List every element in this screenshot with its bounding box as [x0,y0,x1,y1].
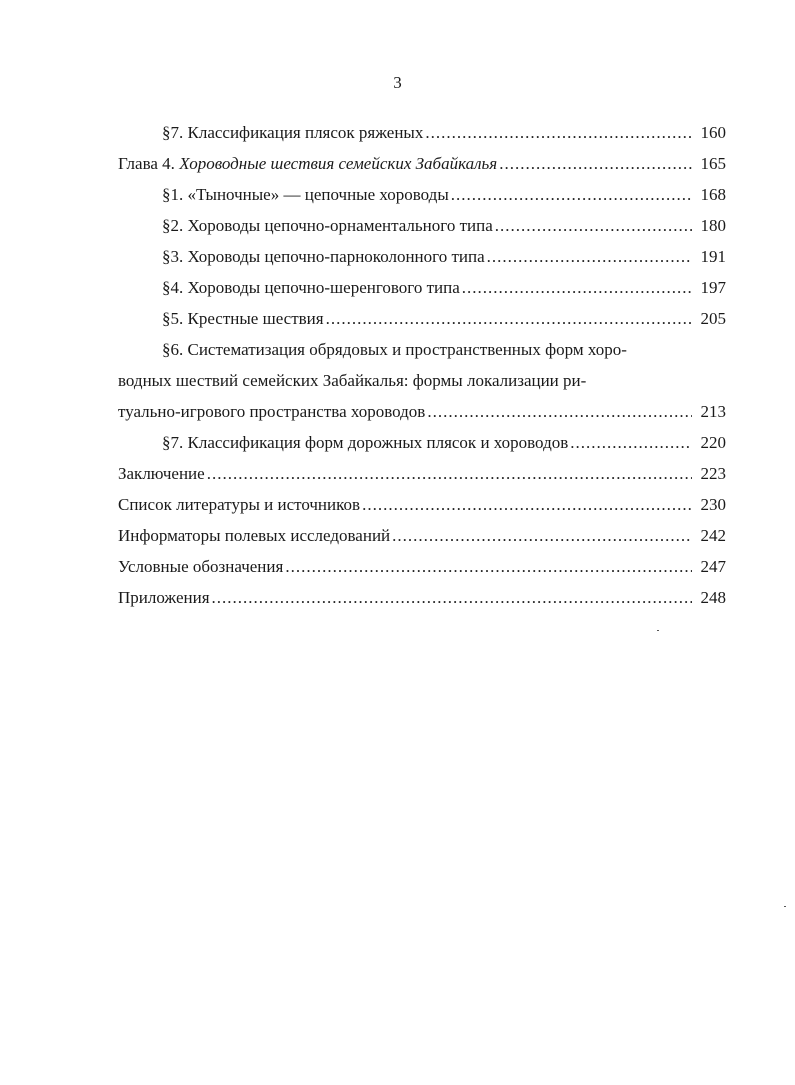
toc-entry-title: Информаторы полевых исследований [118,526,391,545]
toc-entry-page: 191 [700,247,726,266]
dot-leader [462,272,692,303]
toc-entry-page: 213 [700,402,726,421]
toc-entry-bibliography [118,489,726,520]
toc-entry-chapter-4 [118,148,726,179]
toc-entry-section-4 [162,272,726,303]
dot-leader [285,551,692,582]
toc-entry-section-7-road-dances [162,427,726,458]
dot-leader [425,117,692,148]
dot-leader [207,458,692,489]
toc-entry-title: туально-игрового пространства хороводов [118,402,426,421]
toc-entry-title [118,148,497,179]
toc-entry-section-3 [162,241,726,272]
toc-entry-legend [118,551,726,582]
toc-entry-section-6 [118,396,726,427]
scan-speck [784,906,786,907]
toc-entry-page: 247 [700,557,726,576]
toc-entry-page: 168 [700,185,726,204]
page-number: 3 [393,73,402,92]
toc-entry-title: §2. Хороводы цепочно-орнаментального типа [162,216,493,235]
toc-entry-title: Приложения [118,588,210,607]
toc-entry-page: 205 [700,309,726,328]
toc-entry-page: 180 [700,216,726,235]
dot-leader [326,303,692,334]
dot-leader [499,148,692,179]
toc-entry-title: §4. Хороводы цепочно-шеренгового типа [162,278,460,297]
toc-entry-informants [118,520,726,551]
toc-entry-page: 220 [700,433,726,452]
dot-leader [427,396,692,427]
toc-entry-page: 197 [700,278,726,297]
dot-leader [487,241,692,272]
toc-entry-title: Список литературы и источников [118,495,361,514]
toc-entry-section-6-line-1: §6. Систематизация обрядовых и пространственных форм хоро- [162,340,627,359]
dot-leader [451,179,692,210]
toc-entry-section-1 [162,179,726,210]
toc-entry-section-6-line-2: водных шествий семейских Забайкалья: формы локализации ри- [118,371,587,390]
scan-speck [657,630,659,631]
toc-entry-title: §7. Классификация форм дорожных плясок и хороводов [162,433,569,452]
toc-entry-title: §1. «Тыночные» — цепочные хороводы [162,185,449,204]
dot-leader [570,427,692,458]
toc-entry-page: 223 [700,464,726,483]
toc-entry-page: 248 [700,588,726,607]
toc-entry-conclusion [118,458,726,489]
toc-entry-title: §7. Классификация плясок ряженых [162,123,424,142]
toc-entry-section-5 [162,303,726,334]
chapter-label: Глава 4. [118,154,180,173]
toc-entry-title: §5. Крестные шествия [162,309,324,328]
toc-entry-page: 230 [700,495,726,514]
toc-entry-title: §3. Хороводы цепочно-парноколонного типа [162,247,485,266]
dot-leader [495,210,692,241]
toc-entry-section-7-mummers [162,117,726,148]
toc-entry-page: 165 [700,154,726,173]
toc-entry-section-2 [162,210,726,241]
chapter-title: Хороводные шествия семейских Забайкалья [179,154,498,173]
dot-leader [362,489,692,520]
dot-leader [392,520,692,551]
toc-entry-title: Заключение [118,464,205,483]
toc-entry-title: Условные обозначения [118,557,284,576]
toc-entry-page: 160 [700,123,726,142]
dot-leader [212,582,692,613]
toc-entry-appendices [118,582,726,613]
toc-entry-page: 242 [700,526,726,545]
